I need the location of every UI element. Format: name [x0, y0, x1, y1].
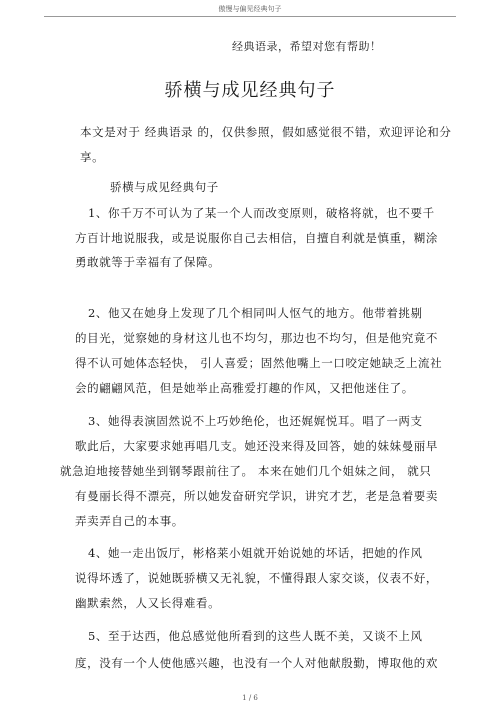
- document-title: 骄横与成见经典句子: [164, 80, 336, 101]
- paragraph-line: 勇敢就等于幸福有了保障。: [75, 255, 221, 269]
- paragraph-line: 有曼丽长得不漂亮，所以她发奋研究学识，讲究才艺，老是急着要卖: [75, 489, 438, 503]
- header-divider: [44, 16, 456, 17]
- paragraph-line: 3、她得表演固然说不上巧妙绝伦，也还娓娓悦耳。唱了一两支: [88, 414, 423, 428]
- paragraph-line: 就急迫地接替她坐到钢琴跟前往了。 本来在她们几个姐妹之间， 就只: [60, 464, 432, 478]
- intro-line: 本文是对于 经典语录 的，仅供参照，假如感觉很不错，欢迎评论和分: [80, 125, 452, 139]
- paragraph-line: 弄卖弄自己的本事。: [75, 514, 184, 528]
- page-header: 傲慢与偏见经典句子: [218, 5, 282, 13]
- paragraph-line: 的目光，觉察她的身材这儿也不均匀，那边也不均匀，但是他究竟不: [75, 331, 438, 345]
- page-number: 1 / 6: [242, 694, 258, 702]
- paragraph-line: 说得坏透了，说她既骄横又无礼貌，不懂得跟人家交谈，仪表不好，: [75, 571, 438, 585]
- paragraph-line: 5、至于达西，他总感觉他所看到的这些人既不美，又谈不上风: [88, 629, 423, 643]
- paragraph-line: 1、你千万不可认为了某一个人而改变原则，破格将就，也不要千: [88, 206, 435, 220]
- paragraph-line: 歌此后，大家要求她再唱几支。她还没来得及回答，她的妹妹曼丽早: [75, 439, 438, 453]
- tagline: 经典语录，希望对您有帮助！: [232, 40, 382, 53]
- paragraph-line: 2、他又在她身上发现了几个相同叫人怄气的地方。他带着挑剔: [88, 306, 423, 320]
- section-subtitle: 骄横与成见经典句子: [110, 180, 219, 194]
- paragraph-line: 得不认可她体态轻快， 引人喜爱；固然他嘴上一口咬定她缺乏上流社: [75, 356, 443, 370]
- paragraph-line: 方百计地说服我，或是说服你自己去相信，自擅自利就是慎重，糊涂: [75, 231, 438, 245]
- intro-line: 享。: [80, 150, 105, 164]
- paragraph-line: 幽默索然，人又长得难看。: [75, 596, 221, 610]
- paragraph-line: 会的翩翩风范，但是她举止高雅爱打趣的作风，又把他迷住了。: [75, 381, 414, 395]
- paragraph-line: 度，没有一个人使他感兴趣，也没有一个人对他献殷勤，博取他的欢: [75, 656, 438, 670]
- paragraph-line: 4、她一走出饭厅，彬格莱小姐就开始说她的坏话，把她的作风: [88, 546, 423, 560]
